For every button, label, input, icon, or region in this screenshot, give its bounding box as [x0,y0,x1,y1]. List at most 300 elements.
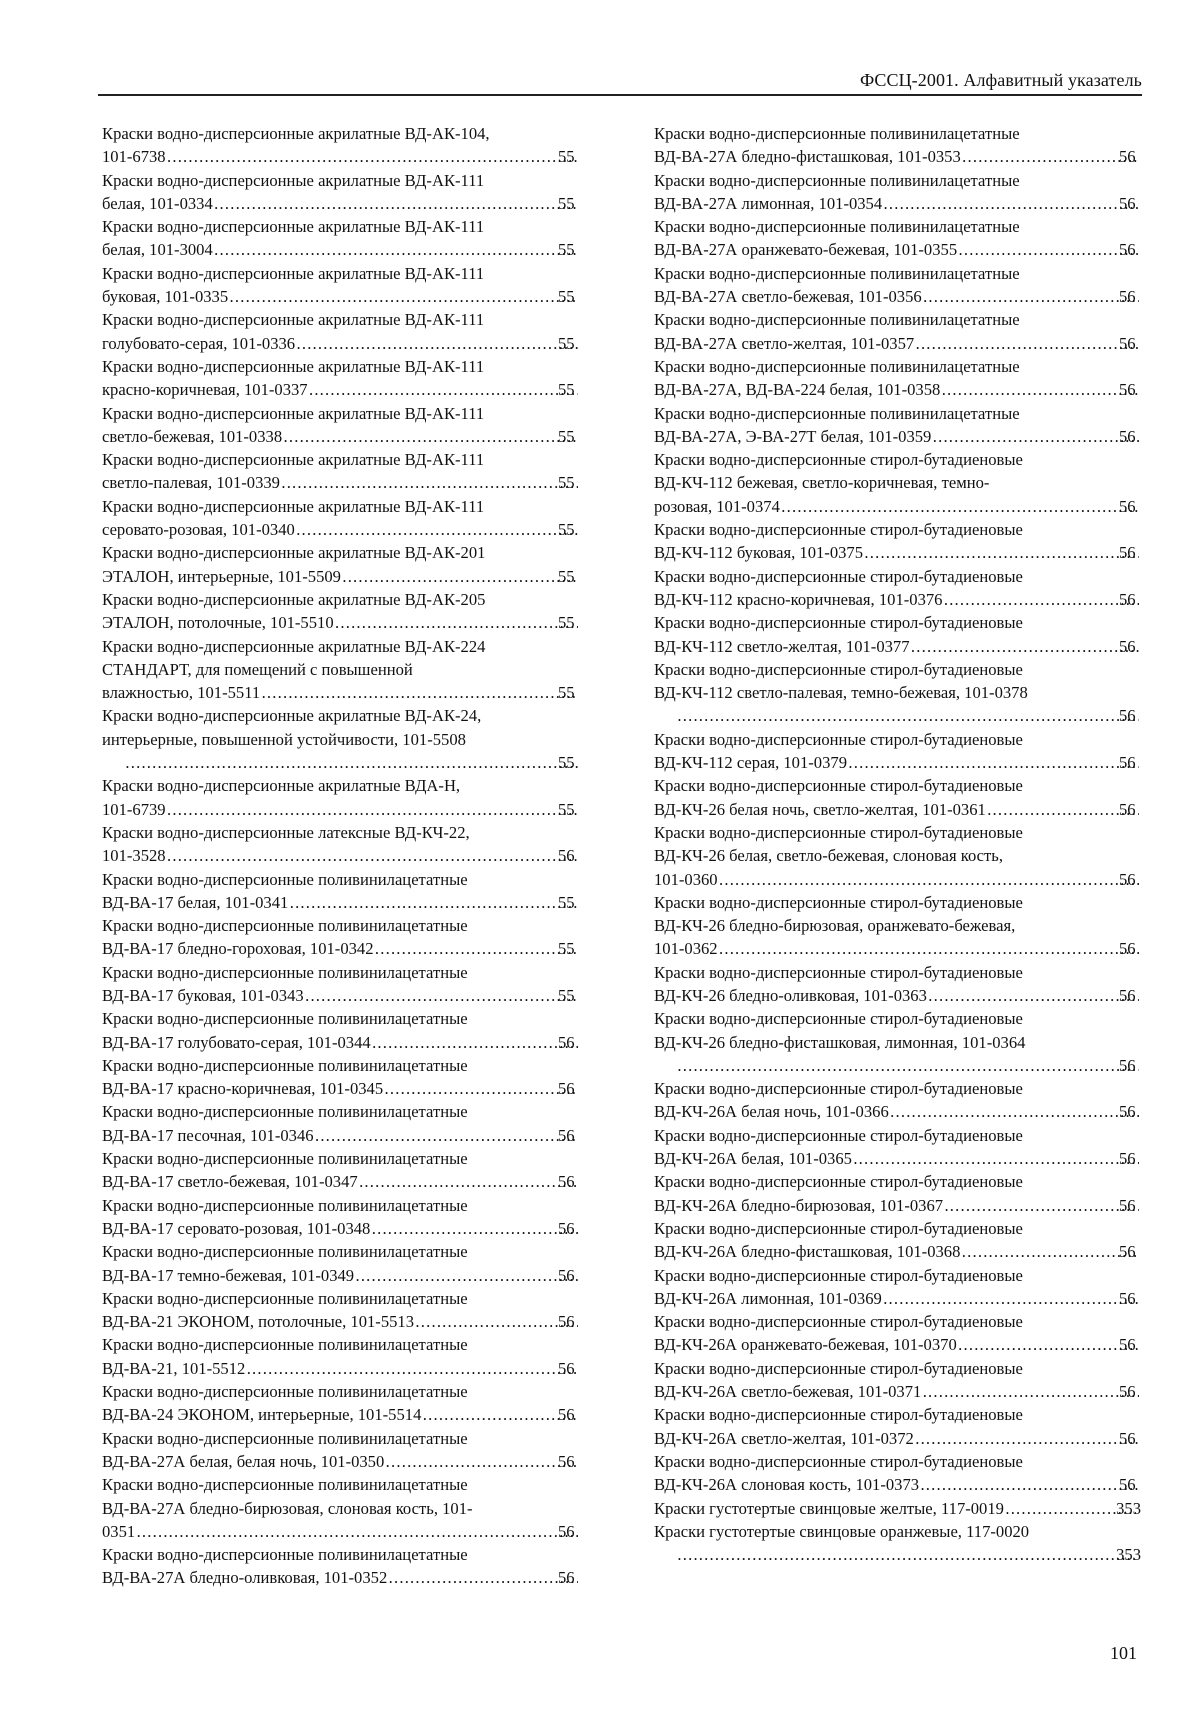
entry-text-line: Краски водно-дисперсионные поливинилацетатные [102,1055,468,1075]
index-entry [654,215,1141,262]
dot-leader [168,844,578,867]
index-entry [654,169,1141,216]
index-entry [654,891,1141,961]
index-entry [654,821,1141,891]
running-header [98,70,1142,96]
page-number: 101 [1110,1643,1137,1663]
entry-text-line: Краски водно-дисперсионные акрилатные ВД-АК-201 [102,543,486,563]
index-entry [102,1194,580,1241]
entry-last-line: ВД-ВА-27А, ВД-ВА-224 белая, 101-0358 ..... 56 [676,378,1141,401]
entry-last-line: ВД-КЧ-112 красно-коричневая, 101-0376 ..... 56 [676,588,1141,611]
entry-text-line: Краски водно-дисперсионные акрилатные ВД-АК-111 [102,356,485,376]
index-entry [102,635,580,705]
entry-last-line: 101-0362 ..... 56 [676,937,1141,960]
entry-text-line: Краски водно-дисперсионные поливинилацетатные [654,263,1020,283]
entry-last-line: ВД-КЧ-26А белая ночь, 101-0366 ..... 56 [676,1100,1141,1123]
entry-text-line: Краски водно-дисперсионные акрилатные ВД-АК-111 [102,170,485,190]
entry-text-line: Краски водно-дисперсионные поливинилацетатные [654,217,1020,237]
entry-last-line: розовая, 101-0374 ..... 56 [676,495,1141,518]
dot-leader [959,238,1139,261]
index-entry [654,1007,1141,1077]
dot-leader [891,1100,1139,1123]
entry-last-line: влажностью, 101-5511 ..... 55 [124,681,580,704]
entry-last-line: ВД-КЧ-26А оранжевато-бежевая, 101-0370 ..... 56 [676,1333,1141,1356]
entry-last-line: ВД-ВА-27А светло-бежевая, 101-0356 ..... 56 [676,285,1141,308]
entry-last-line: ЭТАЛОН, интерьерные, 101-5509 ..... 55 [124,565,580,588]
entry-lead-text: ВД-ВА-21 ЭКОНОМ, потолочные, 101-5513 [102,1312,415,1332]
dot-leader [215,238,578,261]
dot-leader [360,1170,578,1193]
entry-last-line: ВД-КЧ-112 серая, 101-0379 ..... 56 [676,751,1141,774]
entry-lead-text: ВД-КЧ-26 белая ночь, светло-желтая, 101-0361 [654,799,986,819]
index-entry [654,1077,1141,1124]
entry-text-line: ВД-КЧ-112 бежевая, светло-коричневая, темно- [654,473,990,493]
entry-lead-text: ВД-ВА-27А бледно-оливковая, 101-0352 [102,1568,388,1588]
entry-last-line: 101-6738 ..... 55 [124,145,580,168]
dot-leader [297,332,578,355]
dot-leader [884,192,1139,215]
entry-lead-text: ВД-ВА-17 красно-коричневая, 101-0345 [102,1079,384,1099]
entry-lead-text: ВД-КЧ-26А белая, 101-0365 [654,1149,852,1169]
entry-text-line: интерьерные, повышенной устойчивости, 101-5508 [102,729,466,749]
dot-leader [168,145,578,168]
entry-lead-text: ВД-КЧ-26А светло-желтая, 101-0372 [654,1428,914,1448]
index-entry [654,1403,1141,1450]
entry-text-line: Краски водно-дисперсионные стирол-бутадиеновые [654,1218,1023,1238]
entry-last-line: ВД-КЧ-26А лимонная, 101-0369 ..... 56 [676,1287,1141,1310]
entry-lead-text: 0351 [102,1521,136,1541]
entry-text-line: Краски водно-дисперсионные стирол-бутадиеновые [654,962,1023,982]
index-entry [102,122,580,169]
index-entry [654,961,1141,1008]
entry-lead-text: ВД-ВА-17 серовато-розовая, 101-0348 [102,1218,371,1238]
entry-lead-text: Краски густотертые свинцовые желтые, 117-0019 [654,1498,1004,1518]
dot-leader [284,425,578,448]
entry-text-line: Краски водно-дисперсионные стирол-бутадиеновые [654,1451,1023,1471]
dot-leader [372,1217,578,1240]
entry-lead-text: 101-3528 [102,846,166,866]
index-entry [654,355,1141,402]
entry-last-line: 101-6739 ..... 55 [124,798,580,821]
index-entry [102,1543,580,1590]
entry-lead-text: ВД-ВА-27А, ВД-ВА-224 белая, 101-0358 [654,380,941,400]
entry-last-line: ВД-ВА-17 светло-бежевая, 101-0347 ..... 56 [124,1170,580,1193]
dot-leader [137,1520,578,1543]
entry-lead-text: ВД-ВА-17 белая, 101-0341 [102,892,289,912]
dot-leader [297,518,578,541]
index-entry [102,1007,580,1054]
entry-text-line: Краски густотертые свинцовые оранжевые, 117-0020 [654,1521,1030,1541]
entry-lead-text: ВД-КЧ-112 буковая, 101-0375 [654,543,864,563]
entry-last-line: ..... 55 [124,751,580,774]
index-entry [102,704,580,774]
entry-lead-text: белая, 101-3004 [102,240,213,260]
entry-lead-text: ВД-КЧ-26А лимонная, 101-0369 [654,1288,882,1308]
dot-leader [290,891,578,914]
entry-text-line: Краски водно-дисперсионные поливинилацетатные [102,1545,468,1565]
entry-text-line: Краски водно-дисперсионные стирол-бутадиеновые [654,1009,1023,1029]
entry-last-line [676,1543,1141,1566]
entry-lead-text: серовато-розовая, 101-0340 [102,520,295,540]
entry-text-line: Краски водно-дисперсионные стирол-бутадиеновые [654,1312,1023,1332]
entry-text-line: ВД-КЧ-112 светло-палевая, темно-бежевая, 101-0378 [654,683,1028,703]
entry-lead-text: ВД-ВА-17 песочная, 101-0346 [102,1125,314,1145]
entry-last-line: ВД-ВА-17 бледно-гороховая, 101-0342 ..... 55 [124,937,580,960]
index-entry [654,1124,1141,1171]
entry-text-line: ВД-КЧ-26 бледно-бирюзовая, оранжевато-бежевая, [654,916,1016,936]
entry-text-line: ВД-ВА-27А бледно-бирюзовая, слоновая кость, 101- [102,1498,473,1518]
index-entry [102,868,580,915]
entry-last-line: голубовато-серая, 101-0336 ..... 55 [124,332,580,355]
entry-last-line: ВД-ВА-27А бледно-оливковая, 101-0352 ..... 56 [124,1566,580,1589]
entry-lead-text: ВД-КЧ-26А бледно-фисташковая, 101-0368 [654,1242,961,1262]
entry-page-ref: 353 [1116,1498,1141,1518]
entry-lead-text: ВД-КЧ-26А светло-бежевая, 101-0371 [654,1382,922,1402]
entry-last-line: ВД-КЧ-112 светло-желтая, 101-0377 ..... 56 [676,635,1141,658]
index-entry [102,1100,580,1147]
index-entry [102,1333,580,1380]
entry-text-line: Краски водно-дисперсионные стирол-бутадиеновые [654,776,1023,796]
dot-leader [343,565,578,588]
dot-leader [933,425,1139,448]
entry-last-line: белая, 101-3004 ..... 55 [124,238,580,261]
dot-leader [959,1333,1139,1356]
entry-text-line: ВД-КЧ-26 белая, светло-бежевая, слоновая кость, [654,846,1004,866]
entry-last-line: ВД-ВА-27А лимонная, 101-0354 ..... 56 [676,192,1141,215]
entry-last-line: ВД-ВА-17 буковая, 101-0343 ..... 55 [124,984,580,1007]
entry-last-line: ВД-ВА-27А белая, белая ночь, 101-0350 ..... 56 [124,1450,580,1473]
dot-leader [884,1287,1139,1310]
index-entry [654,728,1141,775]
dot-leader [720,937,1139,960]
dot-leader [356,1264,578,1287]
entry-text-line: Краски водно-дисперсионные стирол-бутадиеновые [654,1079,1023,1099]
entry-lead-text: ВД-ВА-27А, Э-ВА-27Т белая, 101-0359 [654,426,932,446]
entry-text-line: Краски водно-дисперсионные поливинилацетатные [654,356,1020,376]
entry-last-line: 101-3528 ..... 56 [124,844,580,867]
entry-lead-text: буковая, 101-0335 [102,287,229,307]
entry-text-line: Краски водно-дисперсионные стирол-бутадиеновые [654,613,1023,633]
entry-last-line: буковая, 101-0335 ..... 55 [124,285,580,308]
entry-text-line: Краски водно-дисперсионные латексные ВД-КЧ-22, [102,822,470,842]
entry-last-line: светло-бежевая, 101-0338 ..... 55 [124,425,580,448]
index-entry [102,1287,580,1334]
entry-last-line: ВД-ВА-17 голубовато-серая, 101-0344 ..... 56 [124,1031,580,1054]
entry-lead-text: ЭТАЛОН, потолочные, 101-5510 [102,613,334,633]
entry-text-line: Краски водно-дисперсионные поливинилацетатные [102,1335,468,1355]
entry-last-line: ВД-ВА-17 серовато-розовая, 101-0348 ..... 56 [124,1217,580,1240]
dot-leader [416,1310,578,1333]
entry-last-line: ВД-ВА-21, 101-5512 ..... 56 [124,1357,580,1380]
index-entry [102,262,580,309]
entry-text-line: Краски водно-дисперсионные акрилатные ВД-АК-111 [102,310,485,330]
index-entry [654,611,1141,658]
entry-last-line: ..... 56 [676,704,1141,727]
entry-lead-text: ВД-ВА-24 ЭКОНОМ, интерьерные, 101-5514 [102,1405,422,1425]
index-entry [654,1520,1141,1567]
dot-leader [126,751,578,774]
entry-lead-text: ВД-ВА-27А лимонная, 101-0354 [654,193,883,213]
entry-text-line: Краски водно-дисперсионные поливинилацетатные [102,1382,468,1402]
index-entry [102,1147,580,1194]
entry-text-line: Краски водно-дисперсионные акрилатные ВД-АК-111 [102,496,485,516]
entry-last-line: ВД-ВА-27А оранжевато-бежевая, 101-0355 ..... 56 [676,238,1141,261]
entry-text-line: Краски водно-дисперсионные стирол-бутадиеновые [654,450,1023,470]
index-entry [102,541,580,588]
dot-leader [865,541,1139,564]
entry-lead-text: ВД-КЧ-26А бледно-бирюзовая, 101-0367 [654,1195,944,1215]
entry-text-line: Краски водно-дисперсионные стирол-бутадиеновые [654,1125,1023,1145]
index-entry [102,961,580,1008]
entry-text-line: Краски водно-дисперсионные поливинилацетатные [102,1288,468,1308]
entry-text-line: Краски водно-дисперсионные стирол-бутадиеновые [654,729,1023,749]
dot-leader [385,1077,578,1100]
entry-text-line: Краски водно-дисперсионные акрилатные ВД-АК-205 [102,589,486,609]
dot-leader [923,1380,1139,1403]
entry-text-line: Краски водно-дисперсионные стирол-бутадиеновые [654,1405,1023,1425]
index-entry [102,169,580,216]
entry-text-line: Краски водно-дисперсионные поливинилацетатные [102,962,468,982]
header-title: ФССЦ-2001. Алфавитный указатель [860,70,1142,90]
entry-lead-text: ВД-ВА-21, 101-5512 [102,1358,246,1378]
entry-lead-text: ВД-КЧ-26А слоновая кость, 101-0373 [654,1475,920,1495]
dot-leader [916,1427,1139,1450]
entry-lead-text: ВД-ВА-17 светло-бежевая, 101-0347 [102,1172,358,1192]
dot-leader [282,471,578,494]
index-entry [654,1357,1141,1404]
entry-lead-text: ВД-ВА-27А светло-бежевая, 101-0356 [654,287,922,307]
dot-leader [168,798,578,821]
entry-text-line: Краски водно-дисперсионные поливинилацетатные [654,170,1020,190]
entry-lead-text: ВД-ВА-17 голубовато-серая, 101-0344 [102,1032,371,1052]
dot-leader [962,1240,1139,1263]
index-entry [654,1450,1141,1497]
entry-lead-text: красно-коричневая, 101-0337 [102,380,308,400]
entry-lead-text: ВД-КЧ-112 красно-коричневая, 101-0376 [654,589,943,609]
entry-last-line: ВД-КЧ-112 буковая, 101-0375 ..... 56 [676,541,1141,564]
entry-last-line: ВД-КЧ-26А слоновая кость, 101-0373 ..... 56 [676,1473,1141,1496]
entry-last-line: ВД-ВА-21 ЭКОНОМ, потолочные, 101-5513 ..... 56 [124,1310,580,1333]
entry-last-line: ВД-ВА-17 белая, 101-0341 ..... 55 [124,891,580,914]
entry-last-line: ВД-КЧ-26 белая ночь, светло-желтая, 101-0361 ..... 56 [676,798,1141,821]
index-entry [654,518,1141,565]
index-entry [102,402,580,449]
entry-text-line: Краски водно-дисперсионные стирол-бутадиеновые [654,822,1023,842]
index-entry [102,1240,580,1287]
entry-lead-text: розовая, 101-0374 [654,496,780,516]
dot-leader [678,704,1139,727]
entry-lead-text: ВД-ВА-17 бледно-гороховая, 101-0342 [102,939,374,959]
entry-last-line: ВД-ВА-17 песочная, 101-0346 ..... 56 [124,1124,580,1147]
index-entry [654,402,1141,449]
entry-text-line: Краски водно-дисперсионные акрилатные ВД-АК-224 [102,636,486,656]
dot-leader [782,495,1139,518]
index-entry [102,1473,580,1543]
dot-leader [376,937,578,960]
entry-text-line: Краски водно-дисперсионные поливинилацетатные [102,1428,468,1448]
index-entry [654,565,1141,612]
entry-lead-text: светло-палевая, 101-0339 [102,473,280,493]
entry-text-line: Краски водно-дисперсионные поливинилацетатные [102,916,468,936]
dot-leader [373,1031,578,1054]
entry-lead-text: ВД-ВА-27А белая, белая ночь, 101-0350 [102,1451,385,1471]
entry-text-line: Краски водно-дисперсионные стирол-бутадиеновые [654,566,1023,586]
dot-leader [849,751,1139,774]
index-entry [654,774,1141,821]
dot-leader [924,285,1139,308]
entry-last-line: ВД-КЧ-26А бледно-фисташковая, 101-0368 ..... 56 [676,1240,1141,1263]
dot-leader [336,611,578,634]
entry-text-line: Краски водно-дисперсионные стирол-бутадиеновые [654,892,1023,912]
entry-text-line: Краски водно-дисперсионные поливинилацетатные [102,869,468,889]
entry-text-line: Краски водно-дисперсионные акрилатные ВД-АК-111 [102,217,485,237]
entry-last-line: ВД-ВА-27А бледно-фисташковая, 101-0353 ..... 56 [676,145,1141,168]
entry-text-line: Краски водно-дисперсионные акрилатные ВД-АК-111 [102,450,485,470]
entry-last-line: светло-палевая, 101-0339 ..... 55 [124,471,580,494]
entry-last-line: ВД-КЧ-26А бледно-бирюзовая, 101-0367 ..... 56 [676,1194,1141,1217]
entry-text-line: Краски водно-дисперсионные стирол-бутадиеновые [654,1358,1023,1378]
dot-leader [316,1124,578,1147]
index-entry [102,821,580,868]
dot-leader [678,1054,1139,1077]
entry-last-line: ВД-КЧ-26А светло-желтая, 101-0372 ..... 56 [676,1427,1141,1450]
index-column-right [654,122,1141,1566]
index-column-left [102,122,580,1590]
entry-text-line: Краски водно-дисперсионные стирол-бутадиеновые [654,1265,1023,1285]
dot-leader [386,1450,578,1473]
dot-leader [262,681,578,704]
dot-leader [921,1473,1139,1496]
dot-leader [912,635,1139,658]
entry-text-line: Краски водно-дисперсионные поливинилацетатные [102,1475,468,1495]
index-entry [102,495,580,542]
dot-leader [854,1147,1139,1170]
entry-text-line: Краски водно-дисперсионные поливинилацетатные [102,1102,468,1122]
entry-last-line: ВД-ВА-17 красно-коричневая, 101-0345 ..... 56 [124,1077,580,1100]
entry-text-line: ВД-КЧ-26 бледно-фисташковая, лимонная, 101-0364 [654,1032,1026,1052]
dot-leader [247,1357,578,1380]
dot-leader [230,285,578,308]
index-entry [654,1310,1141,1357]
entry-lead-text: 101-0362 [654,939,718,959]
entry-lead-text: ВД-ВА-27А бледно-фисташковая, 101-0353 [654,147,961,167]
entry-last-line: 0351 ..... 56 [124,1520,580,1543]
dot-leader [720,868,1139,891]
entry-text-line: Краски водно-дисперсионные акрилатные ВД-АК-104, [102,124,490,143]
entry-lead-text: голубовато-серая, 101-0336 [102,333,296,353]
entry-last-line: ЭТАЛОН, потолочные, 101-5510 ..... 55 [124,611,580,634]
entry-lead-text: ВД-ВА-17 буковая, 101-0343 [102,985,304,1005]
index-entry [102,1427,580,1474]
entry-text-line: Краски водно-дисперсионные поливинилацетатные [654,403,1020,423]
entry-text-line: Краски водно-дисперсионные поливинилацетатные [654,310,1020,330]
entry-lead-text: 101-0360 [654,869,718,889]
entry-lead-text: 101-6739 [102,799,166,819]
entry-text-line: Краски водно-дисперсионные стирол-бутадиеновые [654,659,1023,679]
entry-last-line: 101-0360 ..... 56 [676,868,1141,891]
index-entry [654,1170,1141,1217]
index-entry [102,914,580,961]
entry-text-line: Краски водно-дисперсионные поливинилацетатные [102,1149,468,1169]
entry-text-line: Краски водно-дисперсионные акрилатные ВД-АК-24, [102,706,482,726]
entry-text-line: Краски водно-дисперсионные поливинилацетатные [102,1195,468,1215]
dot-leader [306,984,578,1007]
entry-lead-text: ВД-ВА-17 темно-бежевая, 101-0349 [102,1265,355,1285]
entry-text-line: Краски водно-дисперсионные акрилатные ВДА-Н, [102,776,461,796]
entry-last-line: ..... 56 [676,1054,1141,1077]
index-entry [654,658,1141,728]
index-entry [654,1264,1141,1311]
dot-leader [942,378,1139,401]
dot-leader [945,1194,1139,1217]
index-entry [102,215,580,262]
entry-lead-text: ВД-КЧ-112 серая, 101-0379 [654,753,847,773]
index-entry [102,448,580,495]
entry-lead-text: белая, 101-0334 [102,193,213,213]
entry-last-line [654,1497,1141,1520]
index-entry [102,1380,580,1427]
dot-leader [310,378,578,401]
dot-leader [215,192,578,215]
index-entry [102,308,580,355]
index-entry [654,448,1141,518]
entry-text-line: Краски водно-дисперсионные поливинилацетатные [102,1242,468,1262]
index-entry [102,774,580,821]
index-entry [102,588,580,635]
index-entry [654,262,1141,309]
entry-lead-text: ЭТАЛОН, интерьерные, 101-5509 [102,566,341,586]
entry-last-line: ВД-ВА-24 ЭКОНОМ, интерьерные, 101-5514 ..... 56 [124,1403,580,1426]
entry-last-line: ВД-ВА-27А светло-желтая, 101-0357 ..... 56 [676,332,1141,355]
entry-last-line: серовато-розовая, 101-0340 ..... 55 [124,518,580,541]
dot-leader [678,1543,1136,1566]
dot-leader [944,588,1139,611]
entry-lead-text: ВД-КЧ-26 бледно-оливковая, 101-0363 [654,985,927,1005]
entry-text-line: Краски водно-дисперсионные стирол-бутадиеновые [654,520,1023,540]
entry-text-line: Краски водно-дисперсионные стирол-бутадиеновые [654,1172,1023,1192]
index-entry [654,122,1141,169]
index-entry [654,1497,1141,1520]
entry-lead-text: светло-бежевая, 101-0338 [102,426,283,446]
entry-text-line: Краски водно-дисперсионные акрилатные ВД-АК-111 [102,263,485,283]
entry-last-line: ВД-КЧ-26А белая, 101-0365 ..... 56 [676,1147,1141,1170]
entry-last-line: ВД-ВА-27А, Э-ВА-27Т белая, 101-0359 ..... 56 [676,425,1141,448]
entry-lead-text: ВД-КЧ-112 светло-желтая, 101-0377 [654,636,910,656]
dot-leader [423,1403,578,1426]
index-entry [102,1054,580,1101]
dot-leader [389,1566,578,1589]
entry-text-line: СТАНДАРТ, для помещений с повышенной [102,659,413,679]
entry-text-line: Краски водно-дисперсионные поливинилацетатные [102,1009,468,1029]
dot-leader [963,145,1139,168]
entry-text-line: Краски водно-дисперсионные поливинилацетатные [654,124,1020,143]
entry-lead-text: ВД-ВА-27А оранжевато-бежевая, 101-0355 [654,240,958,260]
entry-last-line: ВД-ВА-17 темно-бежевая, 101-0349 ..... 56 [124,1264,580,1287]
entry-page-ref: 353 [1116,1545,1141,1565]
entry-lead-text: влажностью, 101-5511 [102,683,261,703]
entry-lead-text: ВД-КЧ-26А оранжевато-бежевая, 101-0370 [654,1335,957,1355]
entry-lead-text: ВД-ВА-27А светло-желтая, 101-0357 [654,333,915,353]
entry-last-line: ВД-КЧ-26 бледно-оливковая, 101-0363 ..... 56 [676,984,1141,1007]
index-entry [654,1217,1141,1264]
entry-last-line: красно-коричневая, 101-0337 ..... 55 [124,378,580,401]
entry-last-line: белая, 101-0334 ..... 55 [124,192,580,215]
entry-text-line: Краски водно-дисперсионные акрилатные ВД-АК-111 [102,403,485,423]
index-entry [102,355,580,402]
dot-leader [929,984,1139,1007]
index-entry [654,308,1141,355]
dot-leader [988,798,1139,821]
